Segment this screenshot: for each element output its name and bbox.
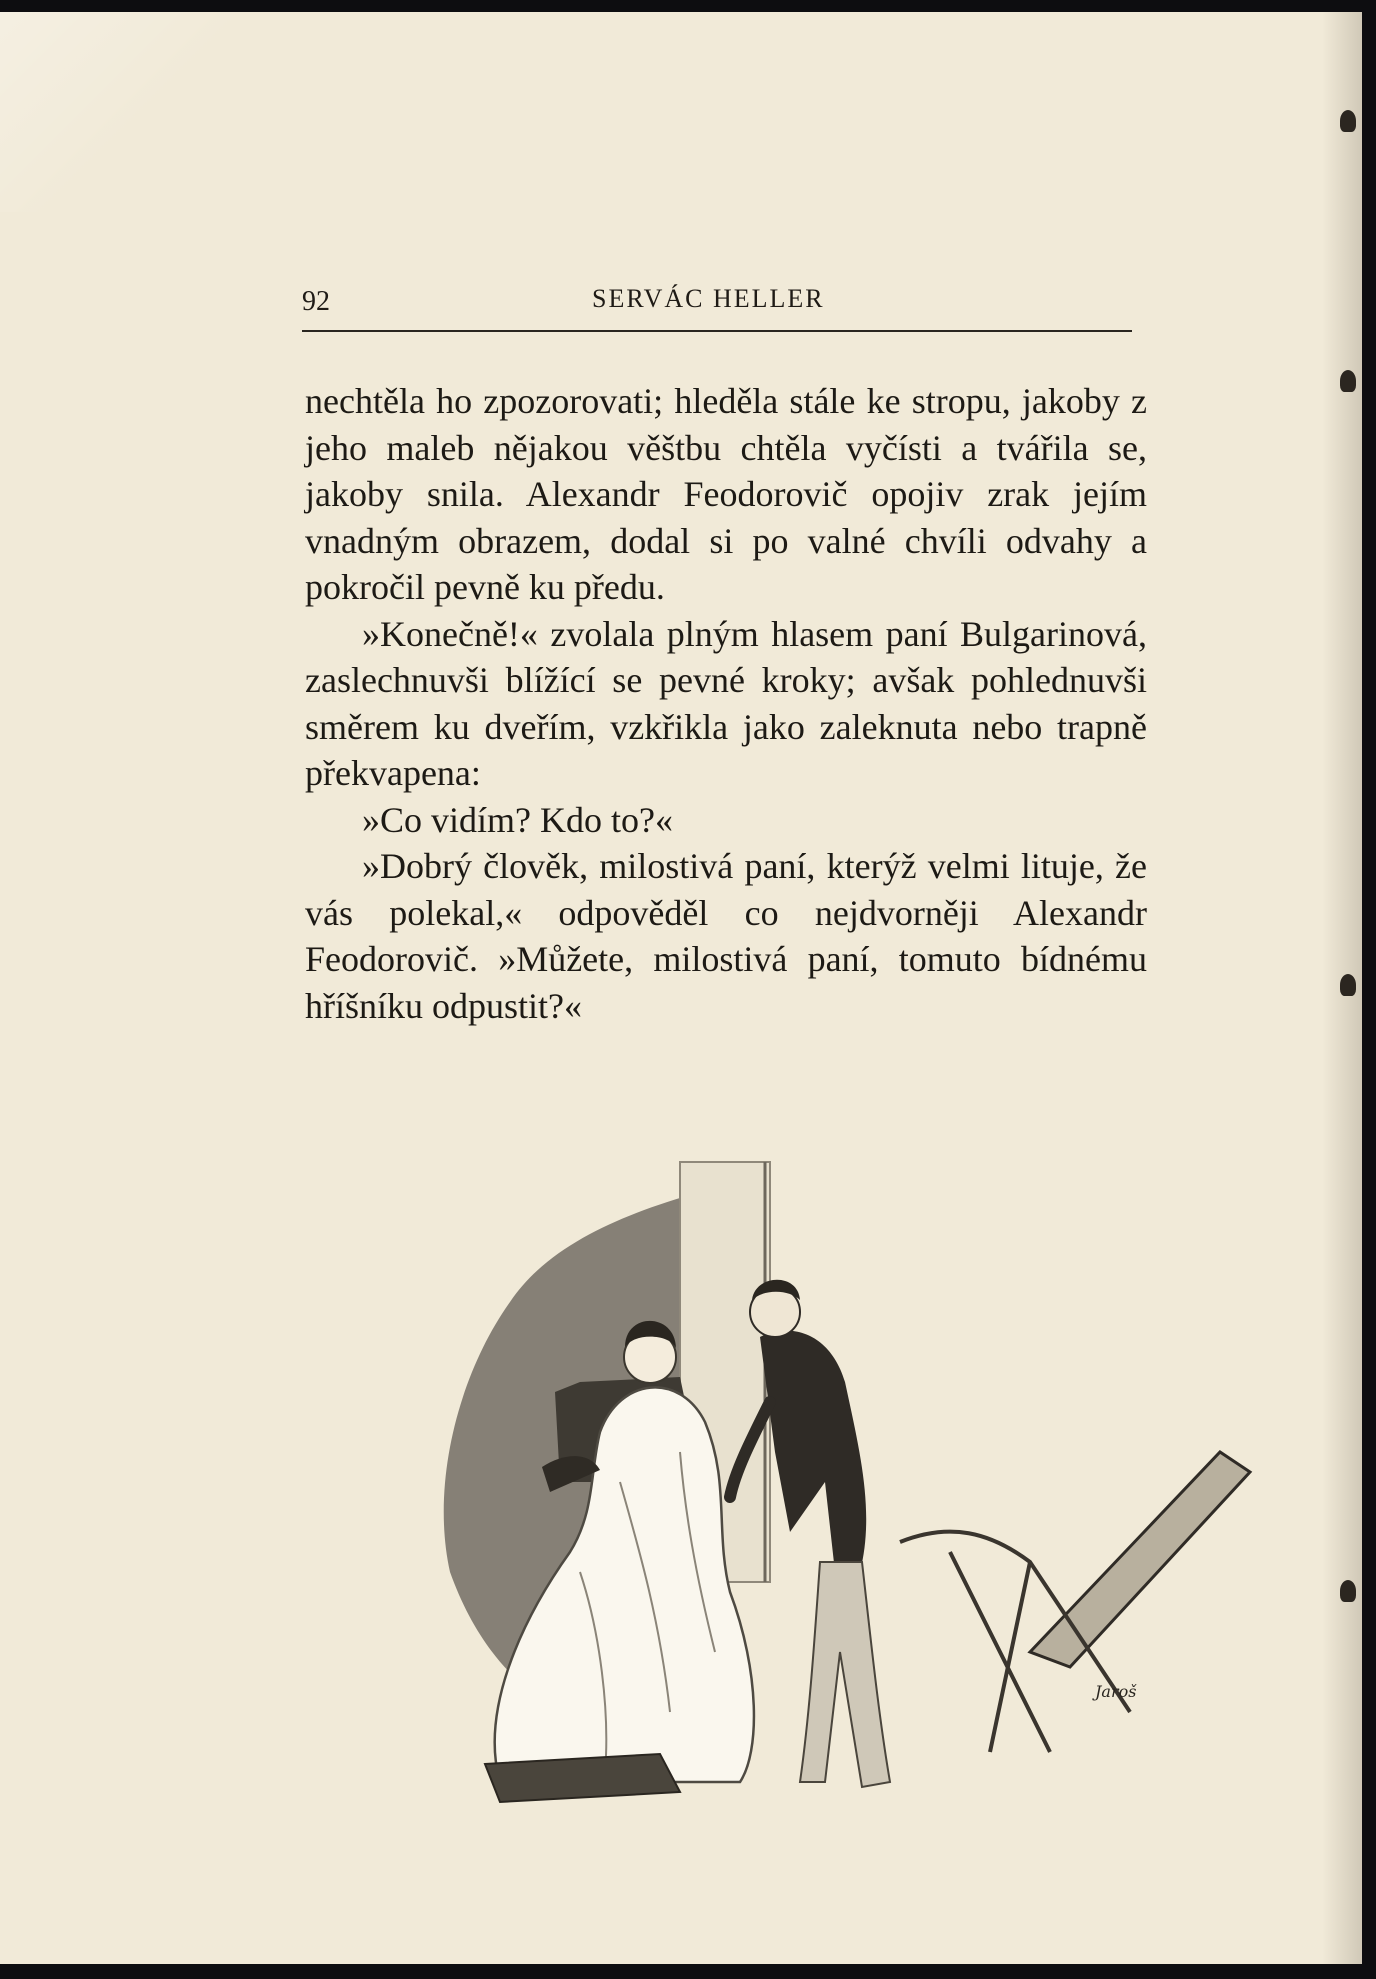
- margin-mark: [1340, 370, 1356, 392]
- man-trousers: [800, 1562, 890, 1787]
- illustration-couple-salon: [430, 1152, 1290, 1822]
- paragraph: »Dobrý člověk, milostivá paní, kterýž velmi lituje, že vás polekal,« odpověděl co nejdvorněji Alexandr Feodorovič. »Můžete, milostivá paní, tomuto bídnému hříšníku odpustit?«: [305, 846, 1147, 1026]
- margin-mark: [1340, 1580, 1356, 1602]
- paragraph: nechtěla ho zpozorovati; hleděla stále ke stropu, jakoby z jeho maleb nějakou věštbu chtěla vyčísti a tvářila se, jakoby snila. Alexandr Feodorovič opojiv zrak jejím vnadným obrazem, dodal si po valné chvíli odvahy a pokročil pevně ku předu.: [305, 381, 1147, 607]
- deck-chair: [1030, 1452, 1250, 1667]
- running-head: [302, 280, 1132, 332]
- body-text: [305, 378, 1147, 1029]
- margin-mark: [1340, 110, 1356, 132]
- man-coat: [760, 1331, 866, 1572]
- book-page: [0, 12, 1362, 1964]
- page-corner-fold: [0, 12, 260, 212]
- margin-mark: [1340, 974, 1356, 996]
- paragraph: »Co vidím? Kdo to?«: [362, 799, 673, 840]
- running-title: SERVÁC HELLER: [592, 284, 825, 313]
- artist-signature: Jaroš: [1095, 1682, 1137, 1701]
- paragraph: »Konečně!« zvolala plným hlasem paní Bulgarinová, zaslechnuvši blížící se pevné kroky; avšak pohlednuvši směrem ku dveřím, vzkřikla jako zaleknuta nebo trapně překvapena:: [305, 613, 1147, 793]
- page-number: 92: [302, 286, 330, 317]
